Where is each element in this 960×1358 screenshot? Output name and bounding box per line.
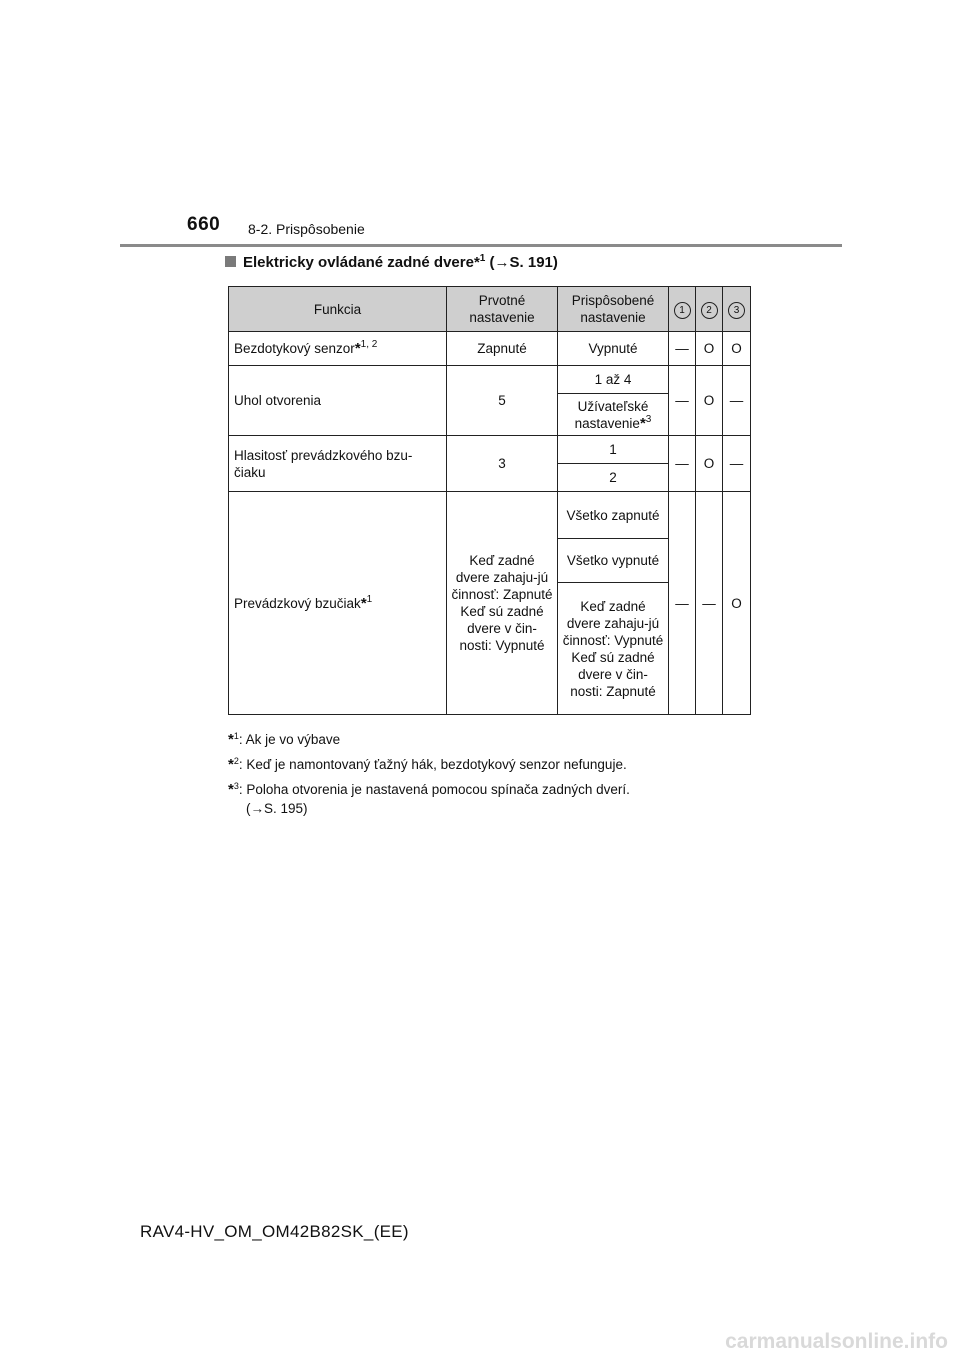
footnote-3 — [228, 780, 748, 818]
table-row — [229, 436, 751, 464]
table-row — [229, 366, 751, 394]
heading-ref-open: ( — [489, 254, 495, 271]
footnote-1-star: * — [228, 731, 234, 748]
row-volume-c2: O — [696, 436, 723, 492]
footnote-2-sup: 2 — [233, 756, 239, 766]
table-header-row — [229, 287, 751, 332]
heading-ref-close: ) — [552, 254, 558, 271]
row-volume-custom-1: 1 — [558, 436, 669, 464]
page-number: 660 — [187, 214, 221, 235]
row-buzzer-custom-3: Keď zadné dvere zahaju-jú činnosť: Vypnuté Keď sú zadné dvere v čin-nosti: Zapnuté — [558, 583, 669, 715]
heading-star: * — [473, 254, 480, 271]
header-initial: Prvotné nastavenie — [447, 287, 558, 332]
row-buzzer-custom-1: Všetko zapnuté — [558, 492, 669, 539]
footnote-3-star: * — [228, 781, 234, 798]
row-angle-c3: — — [723, 366, 751, 436]
row-buzzer-initial: Keď zadné dvere zahaju-jú činnosť: Zapnuté Keď sú zadné dvere v čin-nosti: Vypnuté — [447, 492, 558, 715]
watermark: carmanualsonline.info — [725, 1330, 948, 1353]
row-angle-c2: O — [696, 366, 723, 436]
circled-1-icon: 1 — [674, 302, 691, 319]
section-heading — [225, 254, 558, 271]
heading-arrow-icon: → — [494, 254, 510, 271]
settings-table — [228, 286, 751, 715]
sensor-sup: 1, 2 — [360, 339, 378, 350]
header-c3 — [723, 287, 751, 332]
heading-sup: 1 — [479, 253, 486, 264]
circled-3-icon: 3 — [728, 302, 745, 319]
header-c2 — [696, 287, 723, 332]
row-volume-label: Hlasitosť prevádzkového bzu-čiaku — [229, 436, 447, 492]
buzzer-label-text: Prevádzkový bzučiak — [234, 595, 361, 611]
footnote-2-star: * — [228, 756, 234, 773]
square-bullet-icon — [225, 256, 236, 267]
row-sensor-c2: O — [696, 332, 723, 366]
footnote-3-ref — [228, 799, 748, 818]
row-angle-initial: 5 — [447, 366, 558, 436]
angle-custom-2-sup: 3 — [645, 413, 652, 425]
footnote-1-text: : Ak je vo výbave — [238, 732, 341, 747]
arrow-icon: → — [250, 801, 264, 816]
circled-2-icon: 2 — [701, 302, 718, 319]
footnote-3-text: : Poloha otvorenia je nastavená pomocou spínača zadných dverí. — [238, 782, 630, 797]
table-row — [229, 492, 751, 539]
row-buzzer-custom-2: Všetko vypnuté — [558, 539, 669, 583]
header-function: Funkcia — [229, 287, 447, 332]
table-row — [229, 332, 751, 366]
row-volume-custom-2: 2 — [558, 464, 669, 492]
row-sensor-c3: O — [723, 332, 751, 366]
angle-custom-2-text: Užívateľské nastavenie — [574, 398, 649, 431]
footnote-3-ref-open: ( — [246, 801, 251, 816]
header-c1 — [669, 287, 696, 332]
row-volume-c3: — — [723, 436, 751, 492]
footnote-2-text: : Keď je namontovaný ťažný hák, bezdotykový senzor nefunguje. — [238, 757, 627, 772]
header-rule — [120, 244, 842, 247]
footnote-3-sup: 3 — [233, 781, 239, 791]
section-label: 8-2. Prispôsobenie — [248, 221, 365, 237]
row-buzzer-c3: O — [723, 492, 751, 715]
row-volume-c1: — — [669, 436, 696, 492]
row-sensor-c1: — — [669, 332, 696, 366]
footnote-1-sup: 1 — [233, 731, 239, 741]
buzzer-sup: 1 — [366, 593, 373, 605]
row-sensor-label — [229, 332, 447, 366]
footnote-1 — [228, 730, 748, 749]
footnotes — [228, 730, 748, 824]
buzzer-star: * — [360, 594, 367, 612]
row-volume-initial: 3 — [447, 436, 558, 492]
footnote-2 — [228, 755, 748, 774]
row-sensor-initial: Zapnuté — [447, 332, 558, 366]
sensor-star: * — [354, 340, 361, 357]
row-angle-custom-1: 1 až 4 — [558, 366, 669, 394]
row-buzzer-label — [229, 492, 447, 715]
heading-ref[interactable]: S. 191 — [509, 254, 553, 271]
row-buzzer-c2: — — [696, 492, 723, 715]
row-angle-c1: — — [669, 366, 696, 436]
sensor-label-text: Bezdotykový senzor — [234, 341, 355, 356]
heading-title: Elektricky ovládané zadné dvere — [243, 254, 474, 271]
header-custom: Prispôsobené nastavenie — [558, 287, 669, 332]
row-angle-custom-2 — [558, 394, 669, 436]
row-sensor-custom: Vypnuté — [558, 332, 669, 366]
row-angle-label: Uhol otvorenia — [229, 366, 447, 436]
row-buzzer-c1: — — [669, 492, 696, 715]
footer-code: RAV4-HV_OM_OM42B82SK_(EE) — [140, 1222, 409, 1241]
angle-custom-2-star: * — [639, 414, 646, 432]
footnote-3-ref-close: ) — [303, 801, 308, 816]
footnote-3-ref-link[interactable]: S. 195 — [264, 801, 304, 816]
